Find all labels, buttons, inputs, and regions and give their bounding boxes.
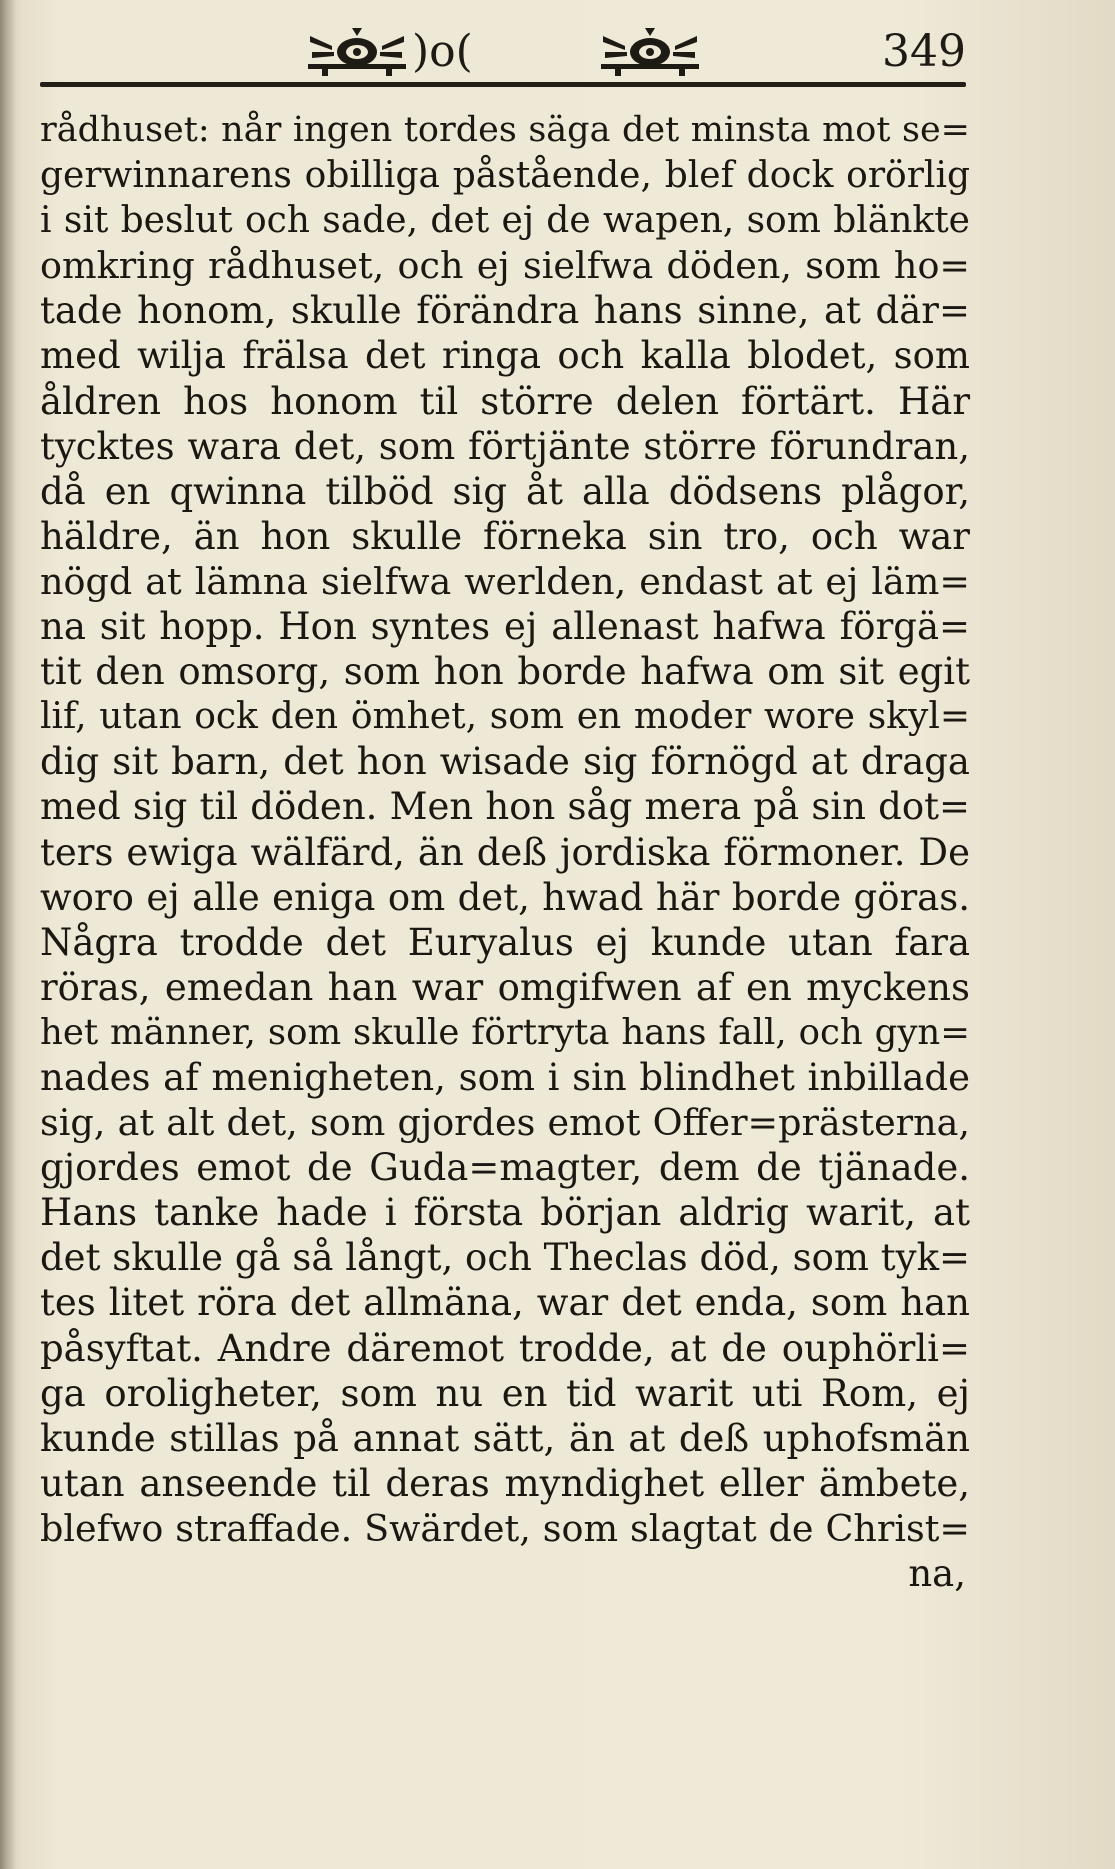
text-line: med sig til döden. Men hon såg mera på sin dot=	[40, 785, 970, 829]
text-line: tit den omsorg, som hon borde hafwa om sit egit	[40, 650, 970, 694]
text-line: ters ewiga wälfärd, än deß jordiska förmoner. De	[40, 830, 970, 874]
text-line: åldren hos honom til större delen förtärt. Här	[40, 379, 970, 423]
body-text	[40, 108, 970, 1596]
text-line: tes litet röra det allmäna, war det enda, som han	[40, 1281, 970, 1325]
text-line: rådhuset: når ingen tordes säga det minsta mot se=	[40, 110, 970, 150]
text-line: Några trodde det Euryalus ej kunde utan fara	[40, 920, 970, 964]
text-line: blefwo straffade. Swärdet, som slagtat de Christ=	[40, 1506, 970, 1550]
text-line: kunde stillas på annat sätt, än at deß uphofsmän	[40, 1416, 970, 1460]
header-rule	[40, 82, 966, 87]
text-line: sig, at alt det, som gjordes emot Offer=prästerna,	[40, 1101, 970, 1145]
text-line: na sit hopp. Hon syntes ej allenast hafwa förgä=	[40, 605, 970, 649]
text-line: påsyftat. Andre däremot trodde, at de ouphörli=	[40, 1326, 970, 1370]
text-line: med wilja frälsa det ringa och kalla blodet, som	[40, 334, 970, 378]
text-line: utan anseende til deras myndighet eller ämbete,	[40, 1461, 970, 1505]
page-number: 349	[882, 26, 966, 77]
text-line: nögd at lämna sielfwa werlden, endast at ej läm=	[40, 559, 970, 603]
text-line: tade honom, skulle förändra hans sinne, at där=	[40, 289, 970, 333]
text-line: tycktes wara det, som förtjänte större förundran,	[40, 424, 970, 468]
text-line: omkring rådhuset, och ej sielfwa döden, som ho=	[40, 244, 970, 288]
text-line: woro ej alle eniga om det, hwad här borde göras.	[40, 875, 970, 919]
text-line: i sit beslut och sade, det ej de wapen, som blänkte	[40, 200, 970, 242]
text-line: det skulle gå så långt, och Theclas död, som tyk=	[40, 1236, 970, 1280]
text-line: nades af menigheten, som i sin blindhet inbillade	[40, 1055, 970, 1099]
text-line: het männer, som skulle förtryta hans fall, och gyn=	[40, 1011, 970, 1053]
text-line: röras, emedan han war omgifwen af en myckens	[40, 965, 970, 1009]
text-line: gjordes emot de Guda=magter, dem de tjänade.	[40, 1146, 970, 1190]
text-line: gerwinnarens obilliga påstående, blef dock orörlig	[40, 155, 970, 197]
running-head	[40, 18, 970, 88]
running-head-mark: )o(	[412, 26, 473, 77]
text-line: Hans tanke hade i första början aldrig warit, at	[40, 1191, 970, 1235]
text-line: ga oroligheter, som nu en tid warit uti Rom, ej	[40, 1371, 970, 1415]
ornament-left-icon	[302, 24, 412, 80]
gutter-shadow	[0, 0, 16, 1869]
catchword: na,	[908, 1552, 966, 1595]
text-line: dig sit barn, det hon wisade sig förnögd at draga	[40, 740, 970, 784]
text-line: häldre, än hon skulle förneka sin tro, och war	[40, 514, 970, 558]
ornament-right-icon	[595, 24, 705, 80]
text-line: då en qwinna tilböd sig åt alla dödsens plågor,	[40, 469, 970, 513]
text-line: lif, utan ock den ömhet, som en moder wore skyl=	[40, 696, 970, 738]
